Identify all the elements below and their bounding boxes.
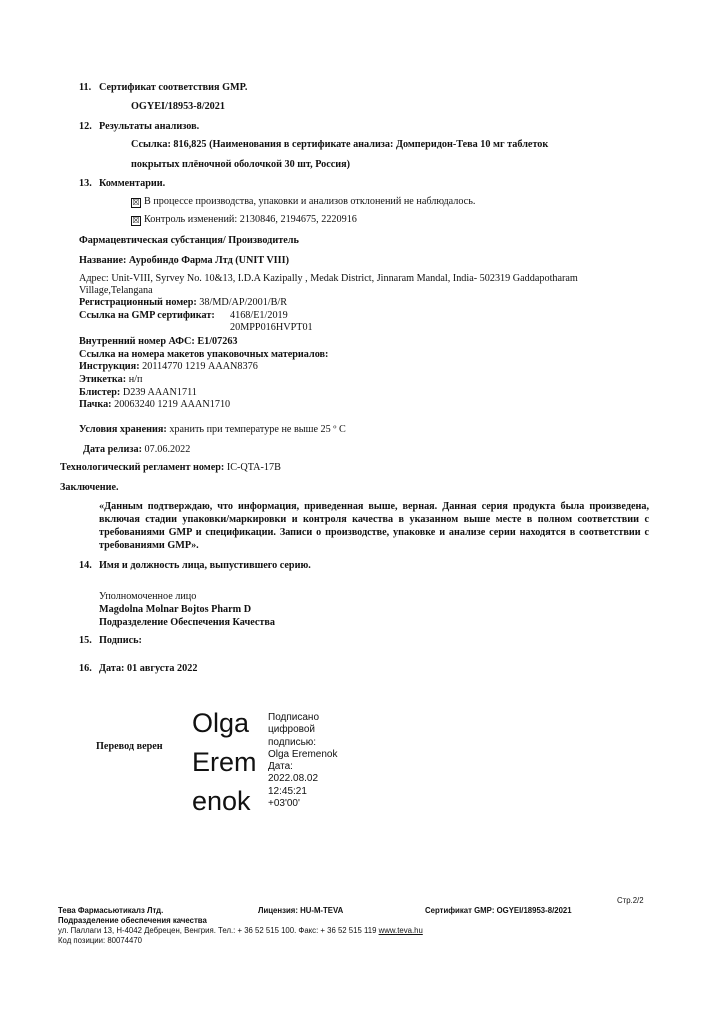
- comment-no-deviations-text: В процессе производства, упаковки и анализов отклонений не наблюдалось.: [144, 196, 476, 207]
- gmp-reference-row: [79, 309, 215, 322]
- label-row: [79, 373, 142, 386]
- digital-signature-name: [192, 708, 257, 816]
- substance-address-line2: Village,Telangana: [79, 285, 153, 296]
- comment-change-control: [131, 213, 357, 226]
- packaging-heading: Ссылка на номера макетов упаковочных материалов:: [79, 349, 329, 360]
- translation-verified-label: Перевод верен: [96, 741, 163, 752]
- item-14-number: 14.: [79, 560, 92, 571]
- digital-signature-details: [268, 712, 337, 810]
- storage-row: [79, 423, 346, 436]
- registration-value: 38/MD/AP/2001/B/R: [199, 297, 288, 308]
- footer-dept: Подразделение обеспечения качества: [58, 916, 207, 925]
- label-value: н/п: [128, 374, 143, 385]
- afs-value: E1/07263: [197, 336, 238, 347]
- signature-detail-line: цифровой: [268, 724, 316, 736]
- qualified-person-role: Уполномоченное лицо: [99, 591, 197, 602]
- registration-row: [79, 296, 287, 309]
- item-15-number: 15.: [79, 635, 92, 646]
- comment-no-deviations: [131, 195, 475, 208]
- item-12-label: Результаты анализов.: [99, 121, 200, 132]
- footer-item-code: Код позиции: 80074470: [58, 936, 143, 945]
- qualified-person-dept: Подразделение Обеспечения Качества: [99, 617, 275, 628]
- gmp-reference-label: Ссылка на GMP сертификат:: [79, 310, 215, 321]
- storage-value: хранить при температуре не выше 25 º C: [169, 424, 346, 435]
- footer-company: Тева Фармасьютикалз Лтд.: [58, 906, 164, 915]
- signature-name-line: enok: [192, 786, 251, 816]
- box-value: 20063240 1219 AAAN1710: [114, 399, 231, 410]
- signature-name-line: Erem: [192, 747, 257, 777]
- signature-detail-line: Подписано: [268, 712, 320, 723]
- page-number: Стр.2/2: [617, 896, 644, 905]
- qualified-person-name: Magdolna Molnar Bojtos Pharm D: [99, 604, 252, 615]
- item-16-label: Дата:: [99, 663, 125, 674]
- gmp-reference-value1: 4168/E1/2019: [230, 310, 288, 321]
- release-label: Дата релиза:: [83, 444, 142, 455]
- gmp-reference-value2: 20MPP016HVPT01: [230, 322, 313, 333]
- checked-box-icon: ☒: [132, 198, 140, 207]
- checked-box-icon: ☒: [132, 216, 140, 225]
- instruction-value: 20114770 1219 AAAN8376: [142, 361, 258, 372]
- signature-detail-line: 12:45:21: [268, 785, 307, 797]
- analysis-reference-line2: покрытых плёночной оболочкой 30 шт, Россия): [131, 159, 351, 170]
- substance-heading: Фармацевтическая субстанция/ Производитель: [79, 235, 299, 246]
- conclusion-text: «Данным подтверждаю, что информация, приведенная выше, верная. Данная серия продукта была произведена, включая стадии упаковки/маркировки и контроля качества в указанном выше месте в полном соответствии с требованиями GMP и спецификации. Записи о производстве, упаковке и анализе серии находятся в соответствии с требованиями GMP».: [99, 501, 649, 551]
- substance-address-label: Адрес:: [79, 273, 109, 284]
- item-16-row: [99, 662, 197, 675]
- item-12-number: 12.: [79, 121, 92, 132]
- label-label: Этикетка:: [79, 374, 127, 385]
- item-13-number: 13.: [79, 178, 92, 189]
- box-row: [79, 398, 230, 411]
- signature-detail-line: 2022.08.02: [268, 773, 319, 785]
- substance-name-row: [79, 254, 289, 267]
- item-16-value: 01 августа 2022: [127, 663, 198, 674]
- item-14-label: Имя и должность лица, выпустившего серию.: [99, 560, 311, 571]
- item-15-label: Подпись:: [99, 635, 142, 646]
- blister-value: D239 AAAN1711: [122, 387, 197, 398]
- footer-website-link[interactable]: www.teva.hu: [378, 926, 423, 935]
- substance-address-value: Unit-VIII, Syrvey No. 10&13, I.D.A Kazipally , Medak District, Jinnaram Mandal, India- 502319 Gaddapotharam: [111, 273, 578, 284]
- registration-label: Регистрационный номер:: [79, 297, 197, 308]
- item-11-label: Сертификат соответствия GMP.: [99, 82, 248, 93]
- storage-label: Условия хранения:: [79, 424, 167, 435]
- reglament-label: Технологический регламент номер:: [60, 462, 225, 473]
- signature-detail-line: подписью:: [268, 736, 317, 748]
- blister-label: Блистер:: [79, 387, 121, 398]
- signature-detail-line: Дата:: [268, 761, 293, 773]
- conclusion-label: Заключение.: [60, 482, 119, 493]
- analysis-reference-line1: Ссылка: 816,825 (Наименования в сертификате анализа: Домперидон-Тева 10 мг таблеток: [131, 139, 549, 150]
- reglament-row: [60, 461, 281, 474]
- instruction-row: [79, 360, 258, 373]
- instruction-label: Инструкция:: [79, 361, 140, 372]
- footer-license: Лицензия: HU-M-TEVA: [258, 906, 344, 915]
- substance-address-row: [79, 272, 578, 285]
- release-row: [83, 443, 190, 456]
- release-value: 07.06.2022: [144, 444, 191, 455]
- box-label: Пачка:: [79, 399, 112, 410]
- footer-certificate: Сертификат GMP: OGYEI/18953-8/2021: [425, 906, 572, 915]
- item-13-label: Комментарии.: [99, 178, 166, 189]
- signature-detail-line: +03'00': [268, 798, 300, 810]
- footer-address: ул. Паллаги 13, Н-4042 Дебрецен, Венгрия. Тел.: + 36 52 515 100. Факс: + 36 52 515 119: [58, 926, 377, 935]
- comment-change-control-text: Контроль изменений: 2130846, 2194675, 2220916: [144, 214, 357, 225]
- signature-name-line: Olga: [192, 708, 250, 738]
- substance-name-label: Название:: [79, 255, 127, 266]
- footer-address-row: [58, 926, 423, 936]
- afs-label: Внутренний номер АФС:: [79, 336, 195, 347]
- gmp-certificate-number: OGYEI/18953-8/2021: [131, 101, 225, 112]
- item-11-number: 11.: [79, 82, 92, 93]
- reglament-value: IC-QTA-17B: [226, 462, 281, 473]
- substance-name-value: Ауробиндо Фарма Лтд (UNIT VIII): [128, 255, 289, 266]
- afs-row: [79, 335, 238, 348]
- item-16-number: 16.: [79, 663, 92, 674]
- signature-detail-line: Olga Eremenok: [268, 748, 338, 760]
